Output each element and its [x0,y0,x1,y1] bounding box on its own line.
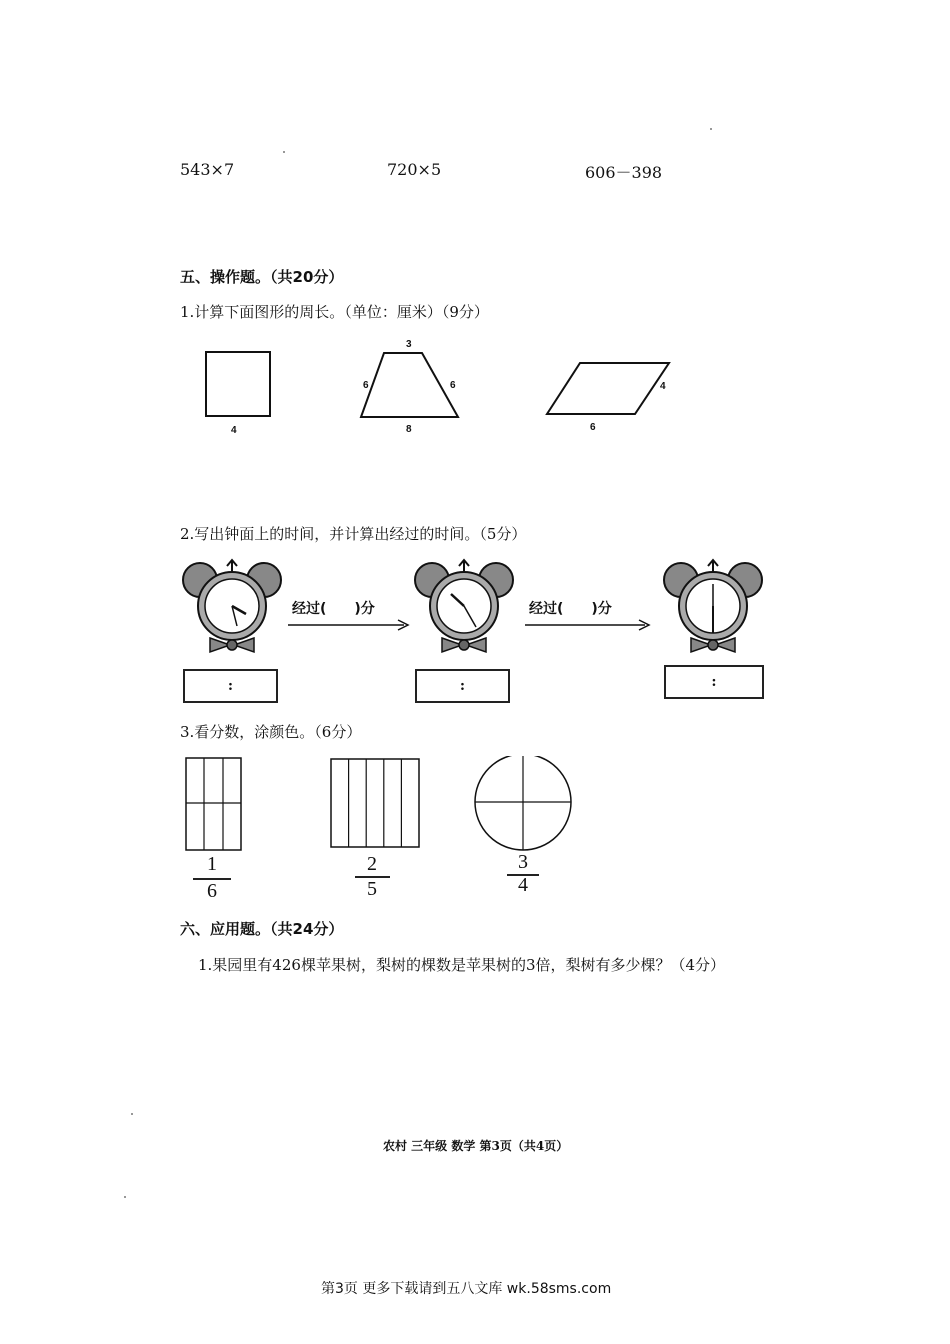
scan-speck [131,1113,133,1115]
parallelogram-side-label: 4 [660,381,666,392]
calc-item-1: 543×7 [180,160,235,179]
arrow-right-icon [286,618,412,632]
clock-icon [414,558,514,656]
trapezoid-right-label: 6 [450,380,456,391]
calc-item-3: 606－398 [585,163,663,182]
fraction-numerator: 3 [518,851,528,873]
square-shape [206,352,270,416]
time-answer-box-1[interactable]: : [183,669,278,703]
parallelogram-bottom-label: 6 [590,422,596,433]
trapezoid-bottom-label: 8 [406,424,412,435]
page-footer: 农村 三年级 数学 第3页（共4页） [383,1139,569,1153]
scan-speck [710,128,712,130]
arrow2-label: 经过( )分 [529,601,612,617]
time-answer-box-3[interactable]: : [664,665,764,699]
fraction-shapes [183,756,583,856]
section6-q1-text: 1.果园里有426棵苹果树，梨树的棵数是苹果树的3倍，梨树有多少棵？（4分） [198,956,726,974]
rectangle-sixths [186,758,241,850]
arrow1-label: 经过( )分 [292,601,375,617]
q1-text: 1.计算下面图形的周长。（单位：厘米）（9分） [180,303,489,321]
parallelogram-shape [547,363,669,414]
perimeter-figures [180,335,700,445]
rectangle-fifths [331,759,419,847]
time-answer-box-2[interactable]: : [415,669,510,703]
scan-speck [283,151,285,153]
calc-item-2: 720×5 [387,160,442,179]
section5-heading: 五、操作题。（共20分） [180,268,344,286]
square-side-label: 4 [231,425,237,436]
q2-text: 2.写出钟面上的时间，并计算出经过的时间。（5分） [180,525,527,543]
arrow-right-icon [523,618,653,632]
fraction-numerator: 2 [367,853,377,875]
clock-icon [663,558,763,656]
scan-speck [124,1196,126,1198]
fraction-denominator: 6 [207,880,217,902]
fraction-denominator: 4 [518,874,528,896]
fraction-denominator: 5 [367,878,377,900]
download-note: 第3页 更多下载请到五八文库 wk.58sms.com [321,1281,612,1297]
fraction-numerator: 1 [207,853,217,875]
section6-heading: 六、应用题。（共24分） [180,920,344,938]
q3-text: 3.看分数，涂颜色。（6分） [180,723,362,741]
trapezoid-shape [361,353,458,417]
trapezoid-left-label: 6 [363,380,369,391]
trapezoid-top-label: 3 [406,339,412,350]
clock-icon [182,558,282,656]
